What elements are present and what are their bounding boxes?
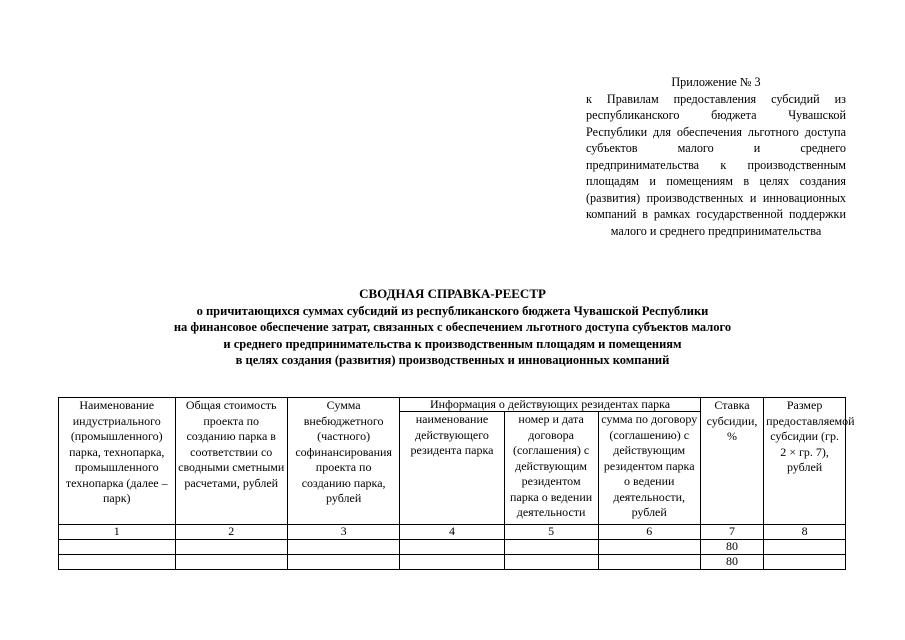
table-cell	[764, 540, 846, 555]
table-cell	[504, 540, 598, 555]
table-cell	[287, 540, 399, 555]
document-title: СВОДНАЯ СПРАВКА-РЕЕСТР	[359, 286, 546, 301]
column-number: 4	[400, 525, 504, 540]
column-number: 5	[504, 525, 598, 540]
table-row	[59, 555, 846, 570]
table-cell	[764, 555, 846, 570]
table-cell: 80	[700, 540, 763, 555]
heading-line: о причитающихся суммах субсидий из республиканского бюджета Чувашской Республики	[196, 303, 709, 318]
column-number: 8	[764, 525, 846, 540]
column-number: 1	[59, 525, 176, 540]
header-resident-name: наименование действующего резидента парка	[400, 412, 504, 525]
table-row	[59, 540, 846, 555]
table-cell	[59, 540, 176, 555]
appendix-text: к Правилам предоставления субсидий из республиканского бюджета Чувашской Республики для обеспечения льготного доступа субъектов малого и среднего предпринимательства к производственным площадям и помещениям в целях создания (развития) производственных и инновационных компаний в рамках государственной поддержки малого и среднего предпринимательства	[586, 91, 846, 238]
header-total-cost: Общая стоимость проекта по созданию парка в соответствии со сводными сметными расчетами, рублей	[175, 398, 287, 525]
table-header-row	[59, 398, 846, 412]
table-cell	[59, 555, 176, 570]
header-agreement-sum: сумма по договору (соглашению) с действующим резидентом парка о ведении деятельности, рублей	[598, 412, 700, 525]
table-cell	[175, 555, 287, 570]
registry-table	[58, 397, 855, 570]
header-park-name: Наименование индустриального (промышленного) парка, технопарка, промышленного технопарка (далее – парк)	[59, 398, 176, 525]
table-cell	[504, 555, 598, 570]
heading-line: на финансовое обеспечение затрат, связанных с обеспечением льготного доступа субъектов малого	[173, 320, 732, 334]
appendix-block	[586, 74, 846, 239]
header-agreement-number: номер и дата договора (соглашения) с действующим резидентом парка о ведении деятельности	[504, 412, 598, 525]
table-cell	[400, 540, 504, 555]
document-heading	[0, 286, 905, 369]
heading-line: в целях создания (развития) производственных и инновационных компаний	[235, 353, 670, 367]
header-residents-group: Информация о действующих резидентах парка	[400, 398, 700, 412]
table-cell	[287, 555, 399, 570]
table-cell	[400, 555, 504, 570]
column-number: 7	[700, 525, 763, 540]
column-number: 6	[598, 525, 700, 540]
table-cell: 80	[700, 555, 763, 570]
header-subsidy-rate: Ставка субсидии, %	[700, 398, 763, 525]
header-subsidy-amount: Размер предоставляемой субсидии (гр. 2 × гр. 7), рублей	[764, 398, 846, 525]
column-number: 2	[175, 525, 287, 540]
heading-line: и среднего предпринимательства к производственным площадям и помещениям	[223, 336, 682, 351]
table-cell	[598, 555, 700, 570]
column-number: 3	[287, 525, 399, 540]
table-cell	[175, 540, 287, 555]
column-numbers-row	[59, 525, 846, 540]
appendix-number: Приложение № 3	[671, 75, 761, 89]
table-cell	[598, 540, 700, 555]
header-extrabudget: Сумма внебюджетного (частного) софинансирования проекта по созданию парка, рублей	[287, 398, 399, 525]
